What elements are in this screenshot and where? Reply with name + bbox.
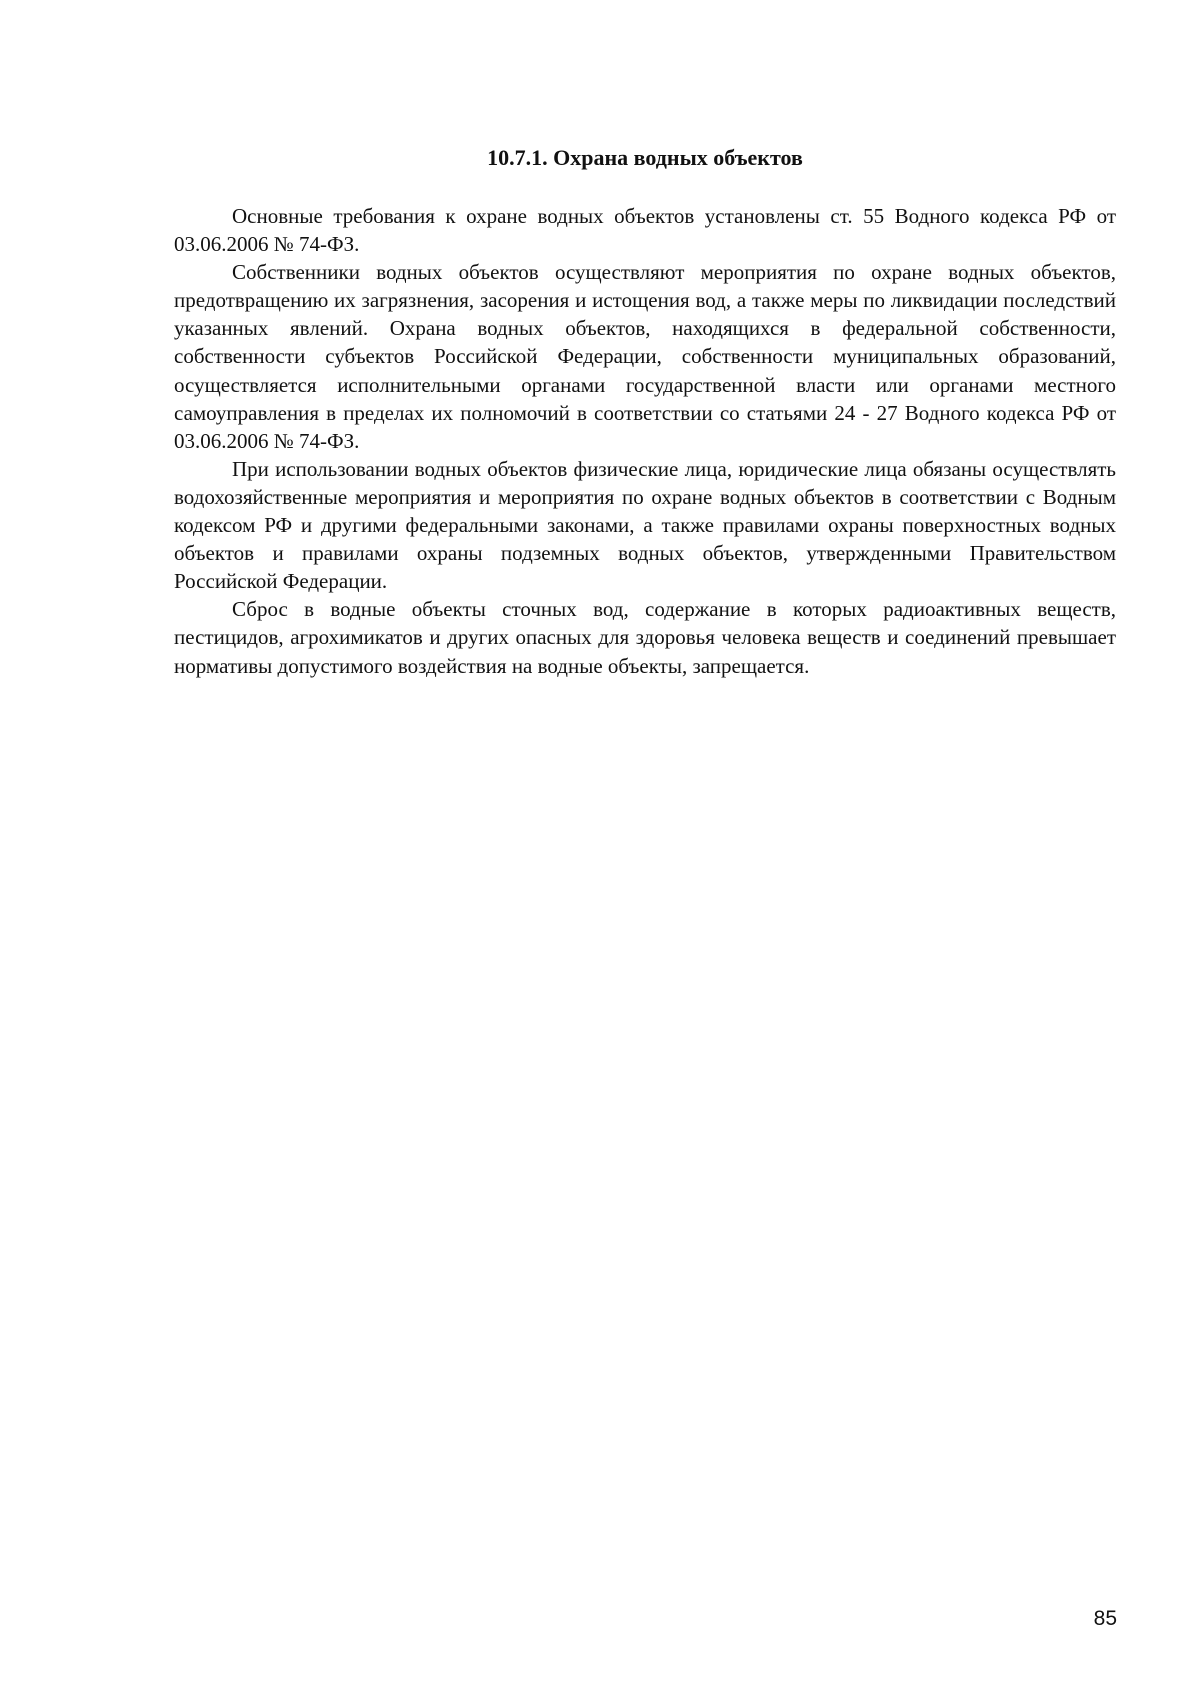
paragraph-3: При использовании водных объектов физические лица, юридические лица обязаны осуществлять водохозяйственные мероприятия и мероприятия по охране водных объектов в соответствии с Водным кодексом РФ и другими федеральными законами, а также правилами охраны поверхностных водных объектов и правилами охраны подземных водных объектов, утвержденными Правительством Российской Федерации.	[174, 456, 1116, 594]
paragraph-1: Основные требования к охране водных объектов установлены ст. 55 Водного кодекса РФ от 03.06.2006 № 74-ФЗ.	[174, 204, 1116, 257]
section-heading: 10.7.1. Охрана водных объектов	[487, 145, 803, 170]
paragraph-4: Сброс в водные объекты сточных вод, содержание в которых радиоактивных веществ, пестицидов, агрохимикатов и других опасных для здоровья человека веществ и соединений превышает нормативы допустимого воздействия на водные объекты, запрещается.	[174, 597, 1116, 678]
page-number: 85	[1093, 1607, 1117, 1630]
body-text	[174, 202, 1116, 680]
paragraph-2: Собственники водных объектов осуществляют мероприятия по охране водных объектов, предотвращению их загрязнения, засорения и истощения вод, а также меры по ликвидации последствий указанных явлений. Охрана водных объектов, находящихся в федеральной собственности, собственности субъектов Российской Федерации, собственности муниципальных образований, осуществляется исполнительными органами государственной власти или органами местного самоуправления в пределах их полномочий в соответствии со статьями 24 - 27 Водного кодекса РФ от 03.06.2006 № 74-ФЗ.	[174, 260, 1116, 453]
